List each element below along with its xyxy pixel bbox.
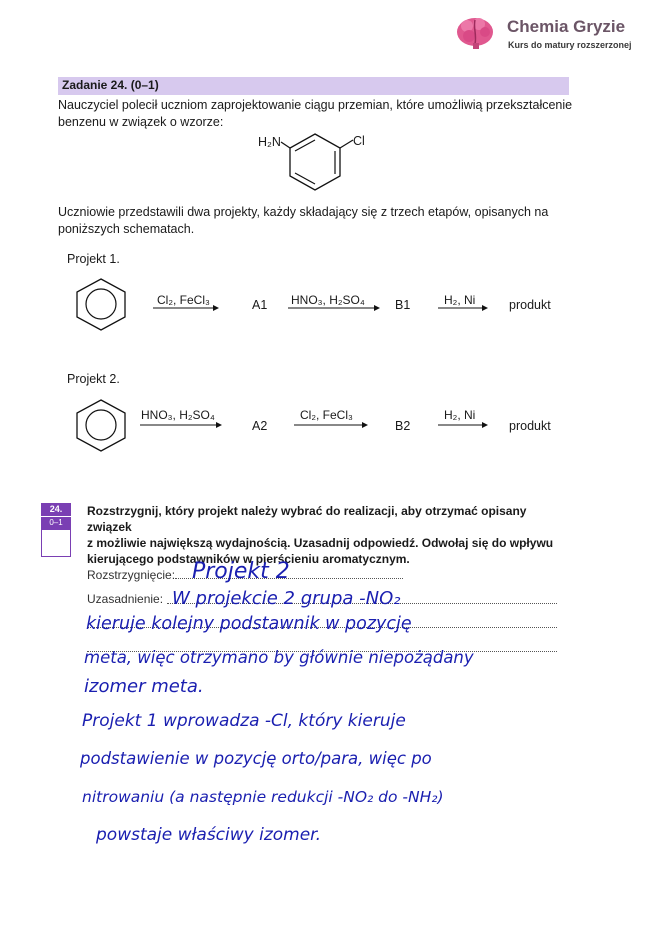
task-description-line: Uczniowie przedstawili dwa projekty, każdy składający się z trzech etapów, opisanych na: [58, 205, 549, 219]
task-intro-line: Nauczyciel polecił uczniom zaprojektowanie ciągu przemian, które umożliwią przekształcenie: [58, 98, 573, 112]
question-text-line: kierującego podstawników w pierścieniu aromatycznym.: [87, 552, 410, 566]
justification-label: Uzasadnienie:: [87, 592, 164, 606]
p2-intermediate-2: B2: [395, 419, 411, 433]
nh2-label: H₂N: [258, 135, 281, 149]
question-points: 0–1: [41, 516, 71, 529]
p1-intermediate-1: A1: [252, 298, 268, 312]
project-1-title: Projekt 1.: [67, 252, 120, 266]
question-number: 24.: [41, 503, 71, 516]
answer-line: nitrowaniu (a następnie redukcji -NO₂ do -NH₂): [82, 788, 444, 806]
cl-label: Cl: [353, 134, 365, 148]
task-intro-line: benzenu w związek o wzorze:: [58, 115, 224, 129]
p1-intermediate-2: B1: [395, 298, 411, 312]
p1-reagent-3: H₂, Ni: [444, 293, 476, 307]
p1-reagent-1: Cl₂, FeCl₃: [157, 293, 210, 307]
p2-intermediate-1: A2: [252, 419, 268, 433]
p2-product: produkt: [509, 419, 551, 433]
decision-label: Rozstrzygnięcie:: [87, 568, 176, 582]
brand-title: Chemia Gryzie: [507, 17, 626, 36]
p2-reagent-2: Cl₂, FeCl₃: [300, 408, 353, 422]
answer-line: izomer meta.: [84, 676, 204, 697]
answer-line: kieruje kolejny podstawnik w pozycję: [86, 614, 412, 634]
project-2-title: Projekt 2.: [67, 372, 120, 386]
p1-product: produkt: [509, 298, 551, 312]
p1-reagent-2: HNO₃, H₂SO₄: [291, 293, 365, 307]
p2-reagent-3: H₂, Ni: [444, 408, 476, 422]
task-title: Zadanie 24. (0–1): [62, 78, 159, 92]
answer-decision: Projekt 2: [192, 559, 290, 584]
brand-subtitle: Kurs do matury rozszerzonej: [508, 40, 632, 50]
answer-line: meta, więc otrzymano by głównie niepożądany: [84, 648, 474, 667]
answer-line: Projekt 1 wprowadza -Cl, który kieruje: [82, 711, 406, 731]
answer-line: powstaje właściwy izomer.: [96, 825, 322, 845]
task-description-line: poniższych schematach.: [58, 222, 195, 236]
answer-line: W projekcie 2 grupa -NO₂: [172, 588, 401, 609]
p2-reagent-1: HNO₃, H₂SO₄: [141, 408, 215, 422]
answer-line: podstawienie w pozycję orto/para, więc po: [80, 749, 432, 768]
question-text-line: Rozstrzygnij, który projekt należy wybrać do realizacji, aby otrzymać opisany związek: [87, 504, 527, 534]
question-text-line: z możliwie największą wydajnością. Uzasadnij odpowiedź. Odwołaj się do wpływu: [87, 536, 554, 550]
